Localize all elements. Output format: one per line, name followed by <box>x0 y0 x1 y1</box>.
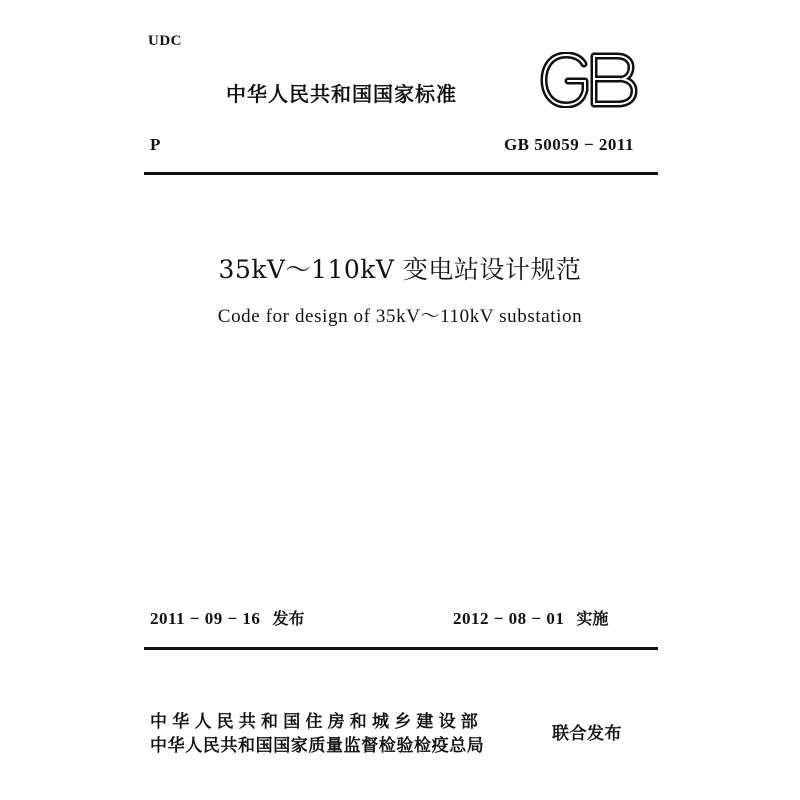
issuer-ministry: 中华人民共和国住房和城乡建设部 <box>150 712 483 732</box>
title-chinese: 35kV～110kV 变电站设计规范 <box>218 255 582 284</box>
svg-text:GB: GB <box>589 83 591 84</box>
footer-divider <box>144 647 658 650</box>
implement-date: 2012 − 08 − 01 <box>453 609 565 628</box>
issue-date-block <box>150 606 304 629</box>
header-divider <box>144 172 658 175</box>
issue-label: 发布 <box>272 609 305 628</box>
implement-date-block <box>453 606 608 629</box>
implement-label: 实施 <box>576 609 609 628</box>
title-english: Code for design of 35kV～110kV substation <box>217 306 583 327</box>
standard-type: 中华人民共和国国家标准 <box>226 82 457 106</box>
issuer-administration: 中华人民共和国国家质量监督检验检疫总局 <box>150 736 485 756</box>
classification-code: P <box>150 135 161 154</box>
standard-number: GB 50059 − 2011 <box>503 135 634 154</box>
udc-label: UDC <box>148 33 182 49</box>
issue-date: 2011 − 09 − 16 <box>150 609 261 628</box>
joint-issue-label: 联合发布 <box>552 724 622 744</box>
gb-logo-icon <box>540 52 638 108</box>
